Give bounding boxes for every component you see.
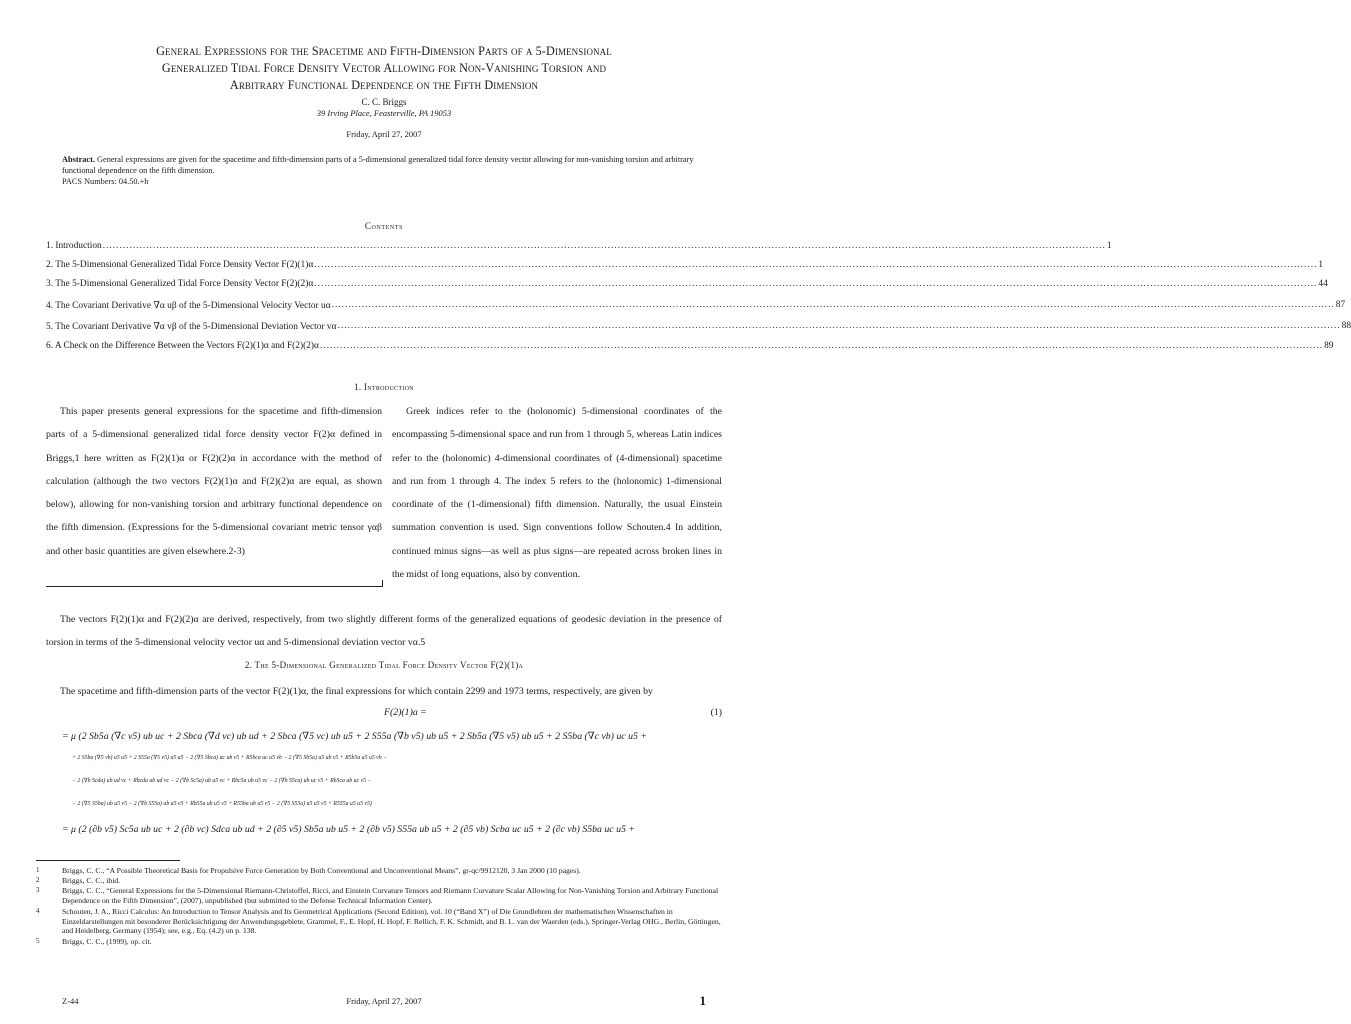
equation-line-3: − 2 (∇b Scda) ub ud vc + Rbcda ub ud vc − 2 (∇b Sc5a) ub u5 vc + Rbc5a ub u5 vc − 2 (∇b S5ca) ub uc v5 + Rb5ca ub uc v5 − bbox=[72, 778, 372, 784]
toc-entry bbox=[46, 260, 1324, 274]
toc-entry-page: 87 bbox=[1335, 300, 1345, 314]
intro-left-column bbox=[46, 400, 382, 563]
toc-entry-label: 3. The 5-Dimensional Generalized Tidal Force Density Vector F(2)(2)α bbox=[46, 279, 314, 293]
toc-entry-label: 2. The 5-Dimensional Generalized Tidal Force Density Vector F(2)(1)α bbox=[46, 260, 314, 274]
toc-entry bbox=[46, 341, 1334, 355]
toc-entry-label: 1. Introduction bbox=[46, 241, 103, 255]
footnote-5: 5 Briggs, C. C., (1999), op. cit. bbox=[36, 937, 152, 946]
intro-right-column bbox=[392, 400, 722, 586]
author: C. C. Briggs bbox=[361, 97, 407, 107]
equation-line-2: + 2 S5ba (∇5 vb) u5 u5 + 2 S55a (∇5 v5) u5 u5 − 2 (∇5 Sbca) uc ub v5 + R5bca uc u5 vb − 2 (∇5 Sb5a) u5 ub v5 + R5b5a u5 u5 vb − bbox=[72, 755, 388, 761]
abstract bbox=[62, 154, 712, 176]
title-line-3: Arbitrary Functional Dependence on the Fifth Dimension bbox=[229, 78, 539, 92]
title-line-1: General Expressions for the Spacetime and Fifth-Dimension Parts of a 5-Dimensional bbox=[156, 44, 612, 58]
footnote-2: 2 Briggs, C. C., ibid. bbox=[36, 876, 121, 885]
vectors-paragraph: The vectors F(2)(1)α and F(2)(2)α are derived, respectively, from two slightly different forms of the generalized equations of geodesic deviation in the presence of torsion in terms of the 5-dimensional velocity vector uα and 5-dimensional deviation vector vα.5 bbox=[46, 614, 722, 648]
page-number: 1 bbox=[699, 993, 706, 1008]
footer-document-id: Z-44 bbox=[62, 996, 79, 1006]
section-1-heading: 1. Introduction bbox=[354, 382, 414, 392]
footer-date: Friday, April 27, 2007 bbox=[346, 996, 422, 1006]
intro-right-paragraph: Greek indices refer to the (holonomic) 5-dimensional coordinates of the encompassing 5-dimensional space and run from 1 through 5, whereas Latin indices refer to the (holonomic) 4-dimensional coordinates of (4-dimensional) spacetime and run from 1 through 4. The index 5 refers to the (holonomic) 1-dimensional coordinate of the (1-dimensional) fifth dimension. Naturally, the usual Einstein summation convention is used. Sign conventions follow Schouten.4 In addition, continued minus signs—as well as plus signs—are repeated across broken lines in the midst of long equations, also by convention. bbox=[392, 406, 722, 581]
toc-leader-dots: ............................................................................................................................................................................................................................................................................................................ bbox=[314, 279, 1318, 289]
footnote-rule bbox=[36, 860, 180, 861]
paper-title bbox=[60, 43, 708, 94]
equation-number: (1) bbox=[710, 707, 722, 718]
footnote-3: 3 Briggs, C. C., “General Expressions for the 5-Dimensional Riemann-Christoffel, Ricci, and Einstein Curvature Tensors and Riemann Curvature Scalar Allowing for Non-Vanishing Torsion and Arbitrary Functional Dependence on the Fifth Dimension”, (2007), unpublished (but submitted to the Defense Technical Information Center). bbox=[36, 886, 719, 905]
toc-entry-label: 6. A Check on the Difference Between the Vectors F(2)(1)α and F(2)(2)α bbox=[46, 341, 320, 355]
toc-leader-dots: ............................................................................................................................................................................................................................................................................................................ bbox=[337, 321, 1341, 331]
equation-line-1: = μ (2 Sb5a (∇c v5) ub uc + 2 Sbca (∇d vc) ub ud + 2 Sbca (∇5 vc) ub u5 + 2 S55a (∇b v5) ub u5 + 2 Sb5a (∇5 v5) ub u5 + 2 S5ba (∇c vb) uc u5 + bbox=[62, 731, 647, 742]
toc-entry bbox=[46, 241, 1112, 255]
author-address: 39 Irving Place, Feasterville, PA 19053 bbox=[316, 108, 452, 118]
footnote-4: 4 Schouten, J. A., Ricci Calculus: An Introduction to Tensor Analysis and Its Geometrical Applications (Second Edition), vol. 10 (“Band X”) of Die Grundlehren der mathematischen Wissenschaften in Einzeldarstellungen mit besonderer Berücksichtigung der Anwendungsgebiete, Grammel, F., E. Hopf, H. Hopf, F. Rellich, F. K. Schmidt, and B. L. van der Waerden (eds.), Springer-Verlag OHG., Berlin, Göttingen, and Heidelberg, Germany (1954); see, e.g., Eq. (4.2) on p. 138. bbox=[36, 907, 721, 935]
contents-heading: Contents bbox=[364, 221, 404, 231]
title-line-2: Generalized Tidal Force Density Vector Allowing for Non-Vanishing Torsion and bbox=[161, 61, 607, 75]
paper-date: Friday, April 27, 2007 bbox=[346, 129, 422, 139]
toc-entry-label: 5. The Covariant Derivative ∇α vβ of the 5-Dimensional Deviation Vector vα bbox=[46, 321, 338, 335]
equation-line-4: − 2 (∇5 S5ba) ub u5 v5 − 2 (∇b S55a) ub u5 v5 + Rb55a ub u5 v5 + R55ba ub u5 v5 − 2 (∇5 S55a) u5 u5 v5 + R555a u5 u5 v5) bbox=[72, 801, 372, 807]
equation-line-5: = μ (2 (∂b v5) Sc5a ub uc + 2 (∂b vc) Sdca ub ud + 2 (∂5 v5) Sb5a ub u5 + 2 (∂b v5) S55a ub u5 + 2 (∂5 vb) Scba uc u5 + 2 (∂c vb) S5ba uc u5 + bbox=[62, 824, 635, 835]
column-break-mark bbox=[46, 580, 383, 587]
toc-leader-dots: ............................................................................................................................................................................................................................................................................................................ bbox=[102, 241, 1106, 251]
toc-entry-page: 88 bbox=[1341, 321, 1351, 335]
toc-entry bbox=[46, 279, 1328, 293]
toc-leader-dots: ............................................................................................................................................................................................................................................................................................................ bbox=[331, 300, 1335, 310]
toc-entry-page: 1 bbox=[1106, 241, 1112, 255]
toc-entry-label: 4. The Covariant Derivative ∇α uβ of the 5-Dimensional Velocity Vector uα bbox=[46, 300, 332, 314]
toc-entry-page: 44 bbox=[1317, 279, 1327, 293]
abstract-text: General expressions are given for the spacetime and fifth-dimension parts of a 5-dimensional generalized tidal force density vector allowing for non-vanishing torsion and arbitrary functional dependence on the fifth dimension. bbox=[62, 155, 694, 175]
section-2-heading: 2. The 5-Dimensional Generalized Tidal Force Density Vector F(2)(1)α bbox=[244, 660, 524, 670]
toc-entry-page: 1 bbox=[1317, 260, 1323, 274]
toc-leader-dots: ............................................................................................................................................................................................................................................................................................................ bbox=[314, 260, 1318, 270]
section-2-intro: The spacetime and fifth-dimension parts of the vector F(2)(1)α, the final expressions for which contain 2299 and 1973 terms, respectively, are given by bbox=[60, 686, 653, 697]
intro-left-paragraph: This paper presents general expressions for the spacetime and fifth-dimension parts of a 5-dimensional generalized tidal force density vector F(2)α defined in Briggs,1 here written as F(2)(1)α or F(2)(2)α in accordance with the method of calculation (although the two vectors F(2)(1)α and F(2)(2)α are equal, as shown below), allowing for non-vanishing torsion and arbitrary functional dependence on the fifth dimension. (Expressions for the 5-dimensional covariant metric tensor γαβ and other basic quantities are given elsewhere.2-3) bbox=[46, 406, 382, 557]
footnote-1: 1 Briggs, C. C., “A Possible Theoretical Basis for Propulsive Force Generation by Both Conventional and Unconventional Means”, gr-qc/9912120, 3 Jan 2000 (10 pages). bbox=[36, 866, 581, 875]
toc-entry bbox=[46, 300, 1346, 314]
equation-label: F(2)(1)a = bbox=[384, 707, 427, 718]
toc-entry-page: 89 bbox=[1323, 341, 1333, 355]
toc-entry bbox=[46, 321, 1351, 335]
toc-leader-dots: ............................................................................................................................................................................................................................................................................................................ bbox=[319, 341, 1324, 351]
pacs-numbers: PACS Numbers: 04.50.+h bbox=[62, 177, 149, 186]
abstract-label: Abstract. bbox=[62, 155, 95, 164]
